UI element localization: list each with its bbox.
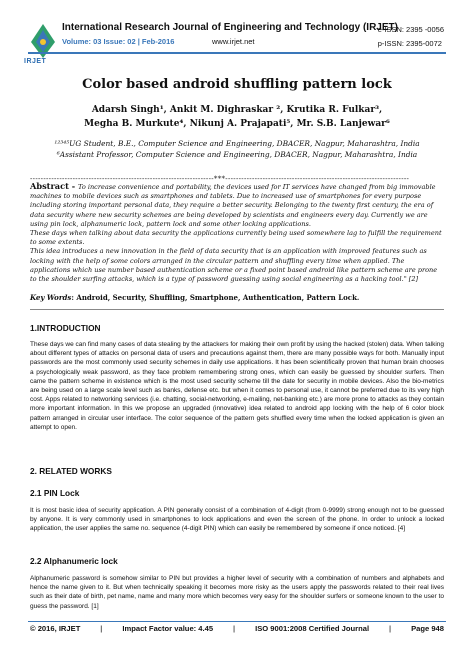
volume-info: [62, 37, 255, 46]
volume-issue: Volume: 03 Issue: 02 | Feb-2016: [62, 37, 175, 46]
abstract-paragraph-3: This idea introduces a new innovation in the field of data security that is an application with improved features such as locking with the help of some colors arranged in the circular pattern and shuffling every time when applied. The applications which use number based authentication scheme or a fixed point based android like pattern scheme are prone to the shoulder surfing attacks, which is a type of password guessing using social engineering as a hacking tool." [2]: [30, 247, 438, 284]
logo-caption: IRJET: [24, 58, 47, 65]
pin-lock-heading: 2.1 PIN Lock: [30, 488, 80, 498]
footer-copyright: © 2016, IRJET: [30, 624, 81, 633]
abstract-label: Abstract -: [30, 181, 78, 191]
issn-block: [378, 23, 444, 51]
paper-title: Color based android shuffling pattern lock: [82, 77, 392, 92]
alphanumeric-heading: 2.2 Alphanumeric lock: [30, 556, 118, 566]
intro-paragraph: These days we can find many cases of data stealing by the attackers for making their own profit by using the hacked (stolen) data. When talking about different types of attacks on personal data of users and precautions against them, there are many possible ways for both. Manually input passwords are the most commonly used security schemes in daily use applications. It has been scientifically proven that human brain chooses a psychologically weak password, as they face problem remembering strong ones, which can easily be guessed by shoulder surfers. Then came the pattern scheme in existence which is the most used security scheme till the date for security in mobile devices. Also the bio-metrics are being used on a large scale level such as banks, defense etc. but when it comes to personal use, it cannot be preferred due to its very high cost. Apps related to networking services (i.e. chatting, social-networking, e-mailing, net-banking etc.) are more prone to attacks as they contain more important information. In this we propose an upgraded (innovative) idea related to android app locking with the help of 6 color block pattern arranged in circular user interface. The color sequence of the pattern gets shuffled every time when the locked application is given an attempt to open.: [30, 341, 444, 431]
abstract: [30, 182, 444, 284]
irjet-logo-icon: [28, 22, 58, 60]
keywords-label: Key Words: [30, 293, 72, 302]
author-list: [0, 103, 474, 131]
abstract-paragraph-2: These days when talking about data security the applications currently being used somewhere lag to fulfill the requirement to some extents.: [30, 229, 442, 247]
alphanumeric-paragraph: Alphanumeric password is somehow similar to PIN but provides a higher level of security with a combination of numbers and alphabets and hence the name given to it. But when technically speaking it becomes more risky as the users apply the passwords related to their real lives such as their date of birth, pet name, name and many more which becomes very easy for the shoulder surfers or someone known to the user to guess the password. [1]: [30, 575, 444, 610]
keywords: [30, 293, 444, 303]
footer-impact: Impact Factor value: 4.45: [122, 624, 214, 633]
footer-rule: [28, 621, 446, 622]
page-footer: [30, 624, 444, 633]
footer-page-number: Page 948: [411, 624, 444, 633]
pin-lock-paragraph: It is most basic idea of security application. A PIN generally consist of a combination of 4-digit (from 0-9999) strong enough not to be guessed by anyone. It is very commonly used in smartphones to lock applications and even the screen of the phone. In order to unlock a locked application, the user applies the same no. sequence (4-digit PIN) which can easily be remembered by someone if once noticed. [4]: [30, 507, 444, 533]
intro-heading: 1.INTRODUCTION: [30, 323, 101, 333]
related-works-heading: 2. RELATED WORKS: [30, 466, 112, 476]
affiliation-1: ¹²³⁴⁵UG Student, B.E., Computer Science and Engineering, DBACER, Nagpur, Maharashtra, India: [54, 139, 420, 148]
footer-separator: |: [100, 624, 103, 633]
website-link[interactable]: www.irjet.net: [212, 37, 255, 46]
pissn: p-ISSN: 2395-0072: [377, 39, 442, 48]
affiliations: [0, 138, 474, 160]
footer-separator: |: [233, 624, 236, 633]
keywords-text: : Android, Security, Shuffling, Smartphone, Authentication, Pattern Lock.: [71, 293, 360, 302]
authors-line-1: Adarsh Singh¹, Ankit M. Dighraskar ², Krutika R. Fulkar³,: [91, 105, 383, 115]
abstract-paragraph-1: Abstract - To increase convenience and portability, the devices used for IT services have changed from big immovable machines to mobile devices such as smartphones and tablets. Due to increased use of smartphones for every purpose including storing important personal data, they require a better security. Belonging to the twenty first century, the era of data security where new security schemes are being developed by scientists and engineers every day. Currently we are using pin lock, alphanumeric lock, pattern lock and some other locking applications.: [30, 181, 436, 228]
footer-separator: |: [389, 624, 392, 633]
footer-iso: ISO 9001:2008 Certified Journal: [255, 624, 370, 633]
header-rule: [28, 52, 446, 54]
affiliation-2: ⁶Assistant Professor, Computer Science and Engineering, DBACER, Nagpur, Maharashtra, India: [56, 150, 418, 159]
authors-line-2: Megha B. Murkute⁴, Nikunj A. Prajapati⁵, Mr. S.B. Lanjewar⁶: [84, 119, 390, 129]
eissn: e-ISSN: 2395 -0056: [377, 25, 444, 34]
abstract-rule: [30, 309, 444, 310]
journal-name: International Research Journal of Engineering and Technology (IRJET): [62, 22, 398, 33]
section-divider: ---------------------------------------------------------------------***---------------------------------------------------------------------: [30, 175, 410, 183]
